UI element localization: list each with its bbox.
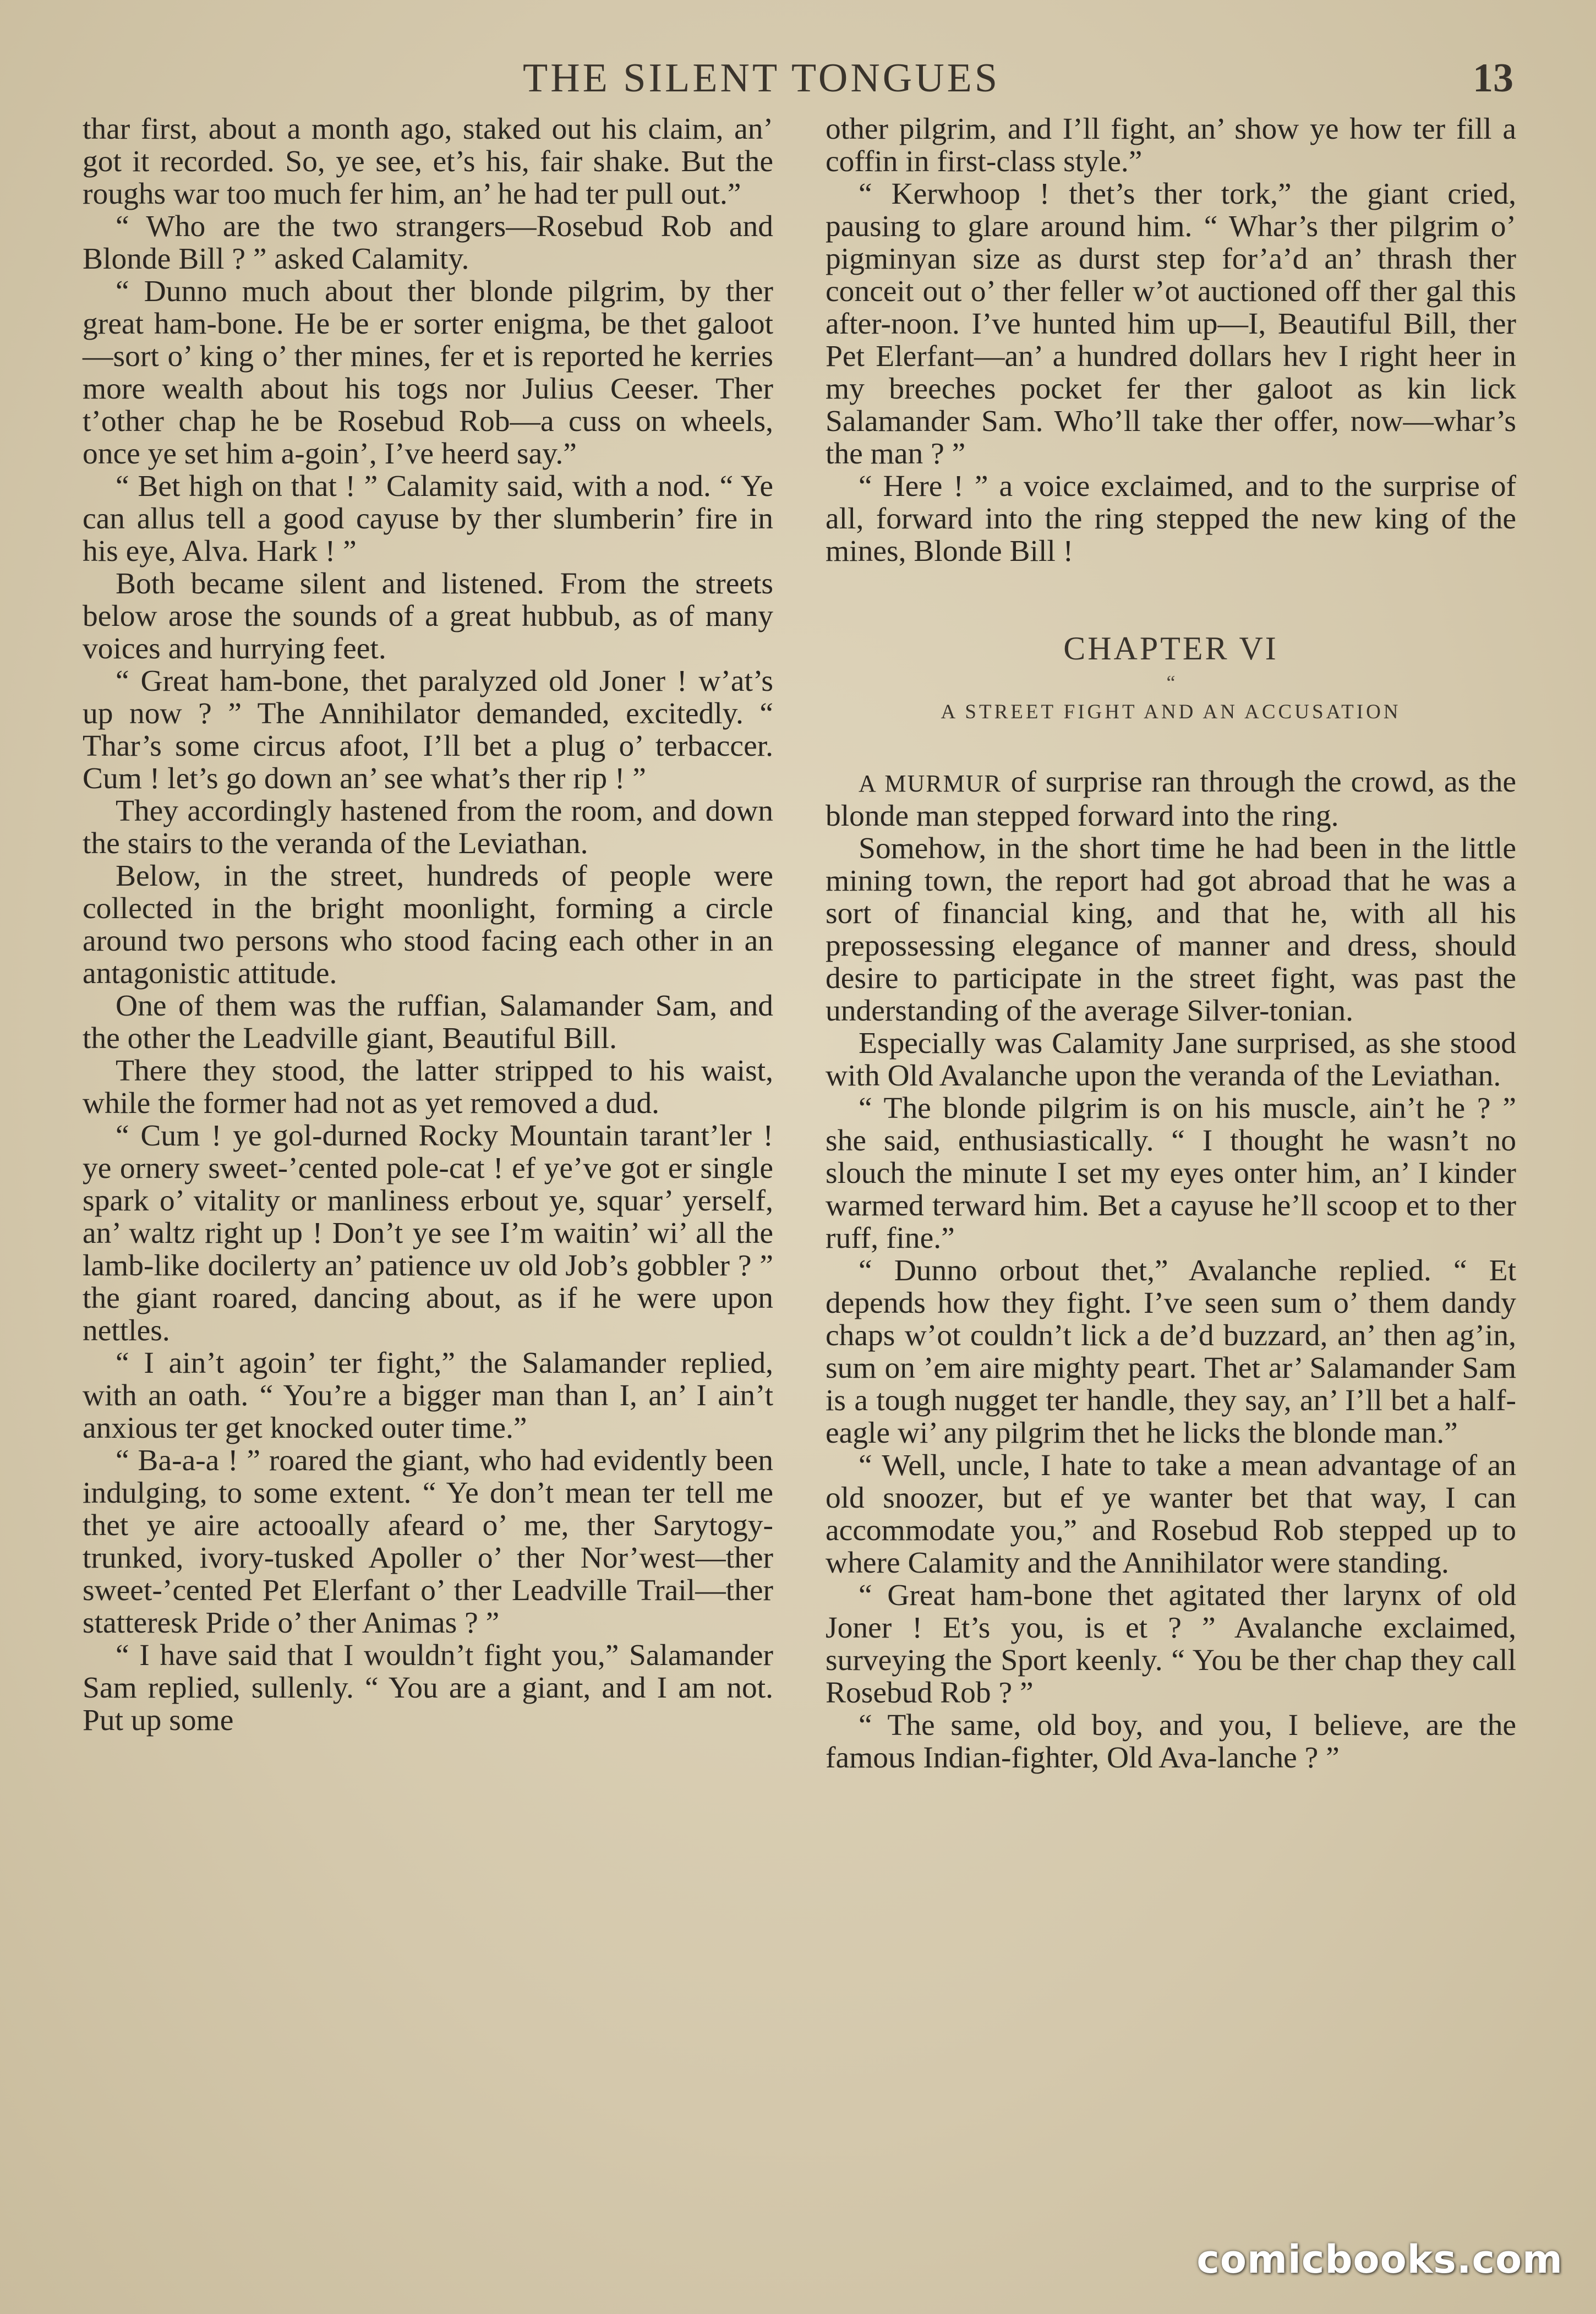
paragraph: “ Kerwhoop ! thet’s ther tork,” the giant cried, pausing to glare around him. “ Whar’s ther pilgrim o’ pigminyan size as durst step for’a’d an’ thrash ther conceit out o’ ther feller w’ot auctioned off ther gal this after-noon. I’ve hunted him up—I, Beautiful Bill, ther Pet Elerfant—an’ a hundred dollars hev I right heer in my breeches pocket fer ther galoot as kin lick Salamander Sam. Who’ll take ther offer, now—whar’s the man ? ” <box>826 177 1516 471</box>
paragraph: Both became silent and listened. From the streets below arose the sounds of a great hubbub, as of many voices and hurrying feet. <box>83 567 773 665</box>
chapter-title: CHAPTER VI <box>1063 630 1278 667</box>
page-number: 13 <box>1473 56 1513 101</box>
chapter-subtitle: A STREET FIGHT AND AN ACCUSATION <box>941 701 1401 723</box>
paragraph: One of them was the ruffian, Salamander Sam, and the other the Leadville giant, Beautiful Bill. <box>83 989 773 1055</box>
opening-text: of surprise ran through the crowd, as the blonde man stepped forward into the ring. <box>826 765 1516 833</box>
chapter-opening-paragraph <box>826 766 1516 832</box>
paragraph: There they stood, the latter stripped to his waist, while the former had not as yet removed a dud. <box>83 1054 773 1120</box>
right-column <box>826 113 1516 1774</box>
paragraph: “ Well, uncle, I hate to take a mean advantage of an old snoozer, but ef ye wanter bet that way, I can accommodate you,” and Rosebud Rob stepped up to where Calamity and the Annihilator were standing. <box>826 1449 1516 1580</box>
paragraph: “ Dunno orbout thet,” Avalanche replied. “ Et depends how they fight. I’ve seen sum o’ them dandy chaps w’ot couldn’t lick a de’d buzzard, an’ then ag’in, sum on ’em aire mighty peart. Thet ar’ Salamander Sam is a tough nugget ter handle, they say, an’ I’ll bet a half-eagle wi’ any pilgrim thet he licks the blonde man.” <box>826 1254 1516 1450</box>
left-column <box>83 113 773 1737</box>
paragraph: Somehow, in the short time he had been in the little mining town, the report had got abroad that he was a sort of financial king, and that he, with all his prepossessing elegance of manner and dress, should desire to participate in the street fight, was past the understanding of the average Silver-tonian. <box>826 832 1516 1028</box>
running-title: THE SILENT TONGUES <box>523 56 1000 101</box>
paragraph: “ Dunno much about ther blonde pilgrim, by ther great ham-bone. He be er sorter enigma, be thet galoot—sort o’ king o’ ther mines, fer et is reported he kerries more wealth about his togs nor Julius Ceeser. Ther t’other chap he be Rosebud Rob—a cuss on wheels, once ye set him a-goin’, I’ve heerd say.” <box>83 275 773 471</box>
paragraph: “ Cum ! ye gol-durned Rocky Mountain tarant’ler ! ye ornery sweet-’cented pole-cat ! ef ye’ve got er single spark o’ vitality or manliness erbout ye, squar’ yerself, an’ waltz right up ! Don’t ye see I’m waitin’ wi’ all the lamb-like docilerty an’ patience uv old Job’s gobbler ? ” the giant roared, dancing about, as if he were upon nettles. <box>83 1119 773 1347</box>
paragraph: “ The same, old boy, and you, I believe, are the famous Indian-fighter, Old Ava-lanche ? ” <box>826 1709 1516 1775</box>
paragraph: “ The blonde pilgrim is on his muscle, ain’t he ? ” she said, enthusiastically. “ I thought he wasn’t no slouch the minute I set my eyes onter him, an’ I kinder warmed terward him. Bet a cayuse he’ll scoop et to ther ruff, fine.” <box>826 1091 1516 1255</box>
watermark: comicbooks.com <box>1196 2237 1563 2282</box>
paragraph: Below, in the street, hundreds of people were collected in the bright moonlight, forming a circle around two persons who stood facing each other in an antagonistic attitude. <box>83 859 773 990</box>
paragraph: “ I ain’t agoin’ ter fight,” the Salamander replied, with an oath. “ You’re a bigger man than I, an’ I ain’t anxious ter get knocked outer time.” <box>83 1346 773 1445</box>
paragraph: other pilgrim, and I’ll fight, an’ show ye how ter fill a coffin in first-class style.” <box>826 112 1516 178</box>
paragraph: “ Great ham-bone thet agitated ther larynx of old Joner ! Et’s you, is et ? ” Avalanche exclaimed, surveying the Sport keenly. “ You be ther chap they call Rosebud Rob ? ” <box>826 1579 1516 1710</box>
paragraph: “ Here ! ” a voice exclaimed, and to the surprise of all, forward into the ring stepped the new king of the mines, Blonde Bill ! <box>826 470 1516 568</box>
paragraph: “ Ba-a-a ! ” roared the giant, who had evidently been indulging, to some extent. “ Ye don’t mean ter tell me thet ye aire actooally afeard o’ me, ther Sarytogy-trunked, ivory-tusked Apoller o’ ther Nor’west—ther sweet-’cented Pet Elerfant o’ ther Leadville Trail—ther statteresk Pride o’ ther Animas ? ” <box>83 1444 773 1640</box>
paragraph: “ Great ham-bone, thet paralyzed old Joner ! w’at’s up now ? ” The Annihilator demanded, excitedly. “ Thar’s some circus afoot, I’ll bet a plug o’ terbaccer. Cum ! let’s go down an’ see what’s ther rip ! ” <box>83 664 773 795</box>
paragraph: “ I have said that I wouldn’t fight you,” Salamander Sam replied, sullenly. “ You are a giant, and I am not. Put up some <box>83 1639 773 1737</box>
paragraph: Especially was Calamity Jane surprised, as she stood with Old Avalanche upon the veranda of the Leviathan. <box>826 1027 1516 1093</box>
lead-words: A MURMUR <box>859 770 1002 797</box>
page-header <box>83 55 1513 105</box>
paragraph: “ Who are the two strangers—Rosebud Rob and Blonde Bill ? ” asked Calamity. <box>83 210 773 276</box>
paragraph: “ Bet high on that ! ” Calamity said, with a nod. “ Ye can allus tell a good cayuse by ther slumberin’ fire in his eye, Alva. Hark ! ” <box>83 470 773 568</box>
chapter-ornament: “ <box>1166 672 1176 694</box>
paragraph: They accordingly hastened from the room, and down the stairs to the veranda of the Leviathan. <box>83 794 773 860</box>
paragraph: thar first, about a month ago, staked out his claim, an’ got it recorded. So, ye see, et’s his, fair shake. But the roughs war too much fer him, an’ he had ter pull out.” <box>83 112 773 211</box>
